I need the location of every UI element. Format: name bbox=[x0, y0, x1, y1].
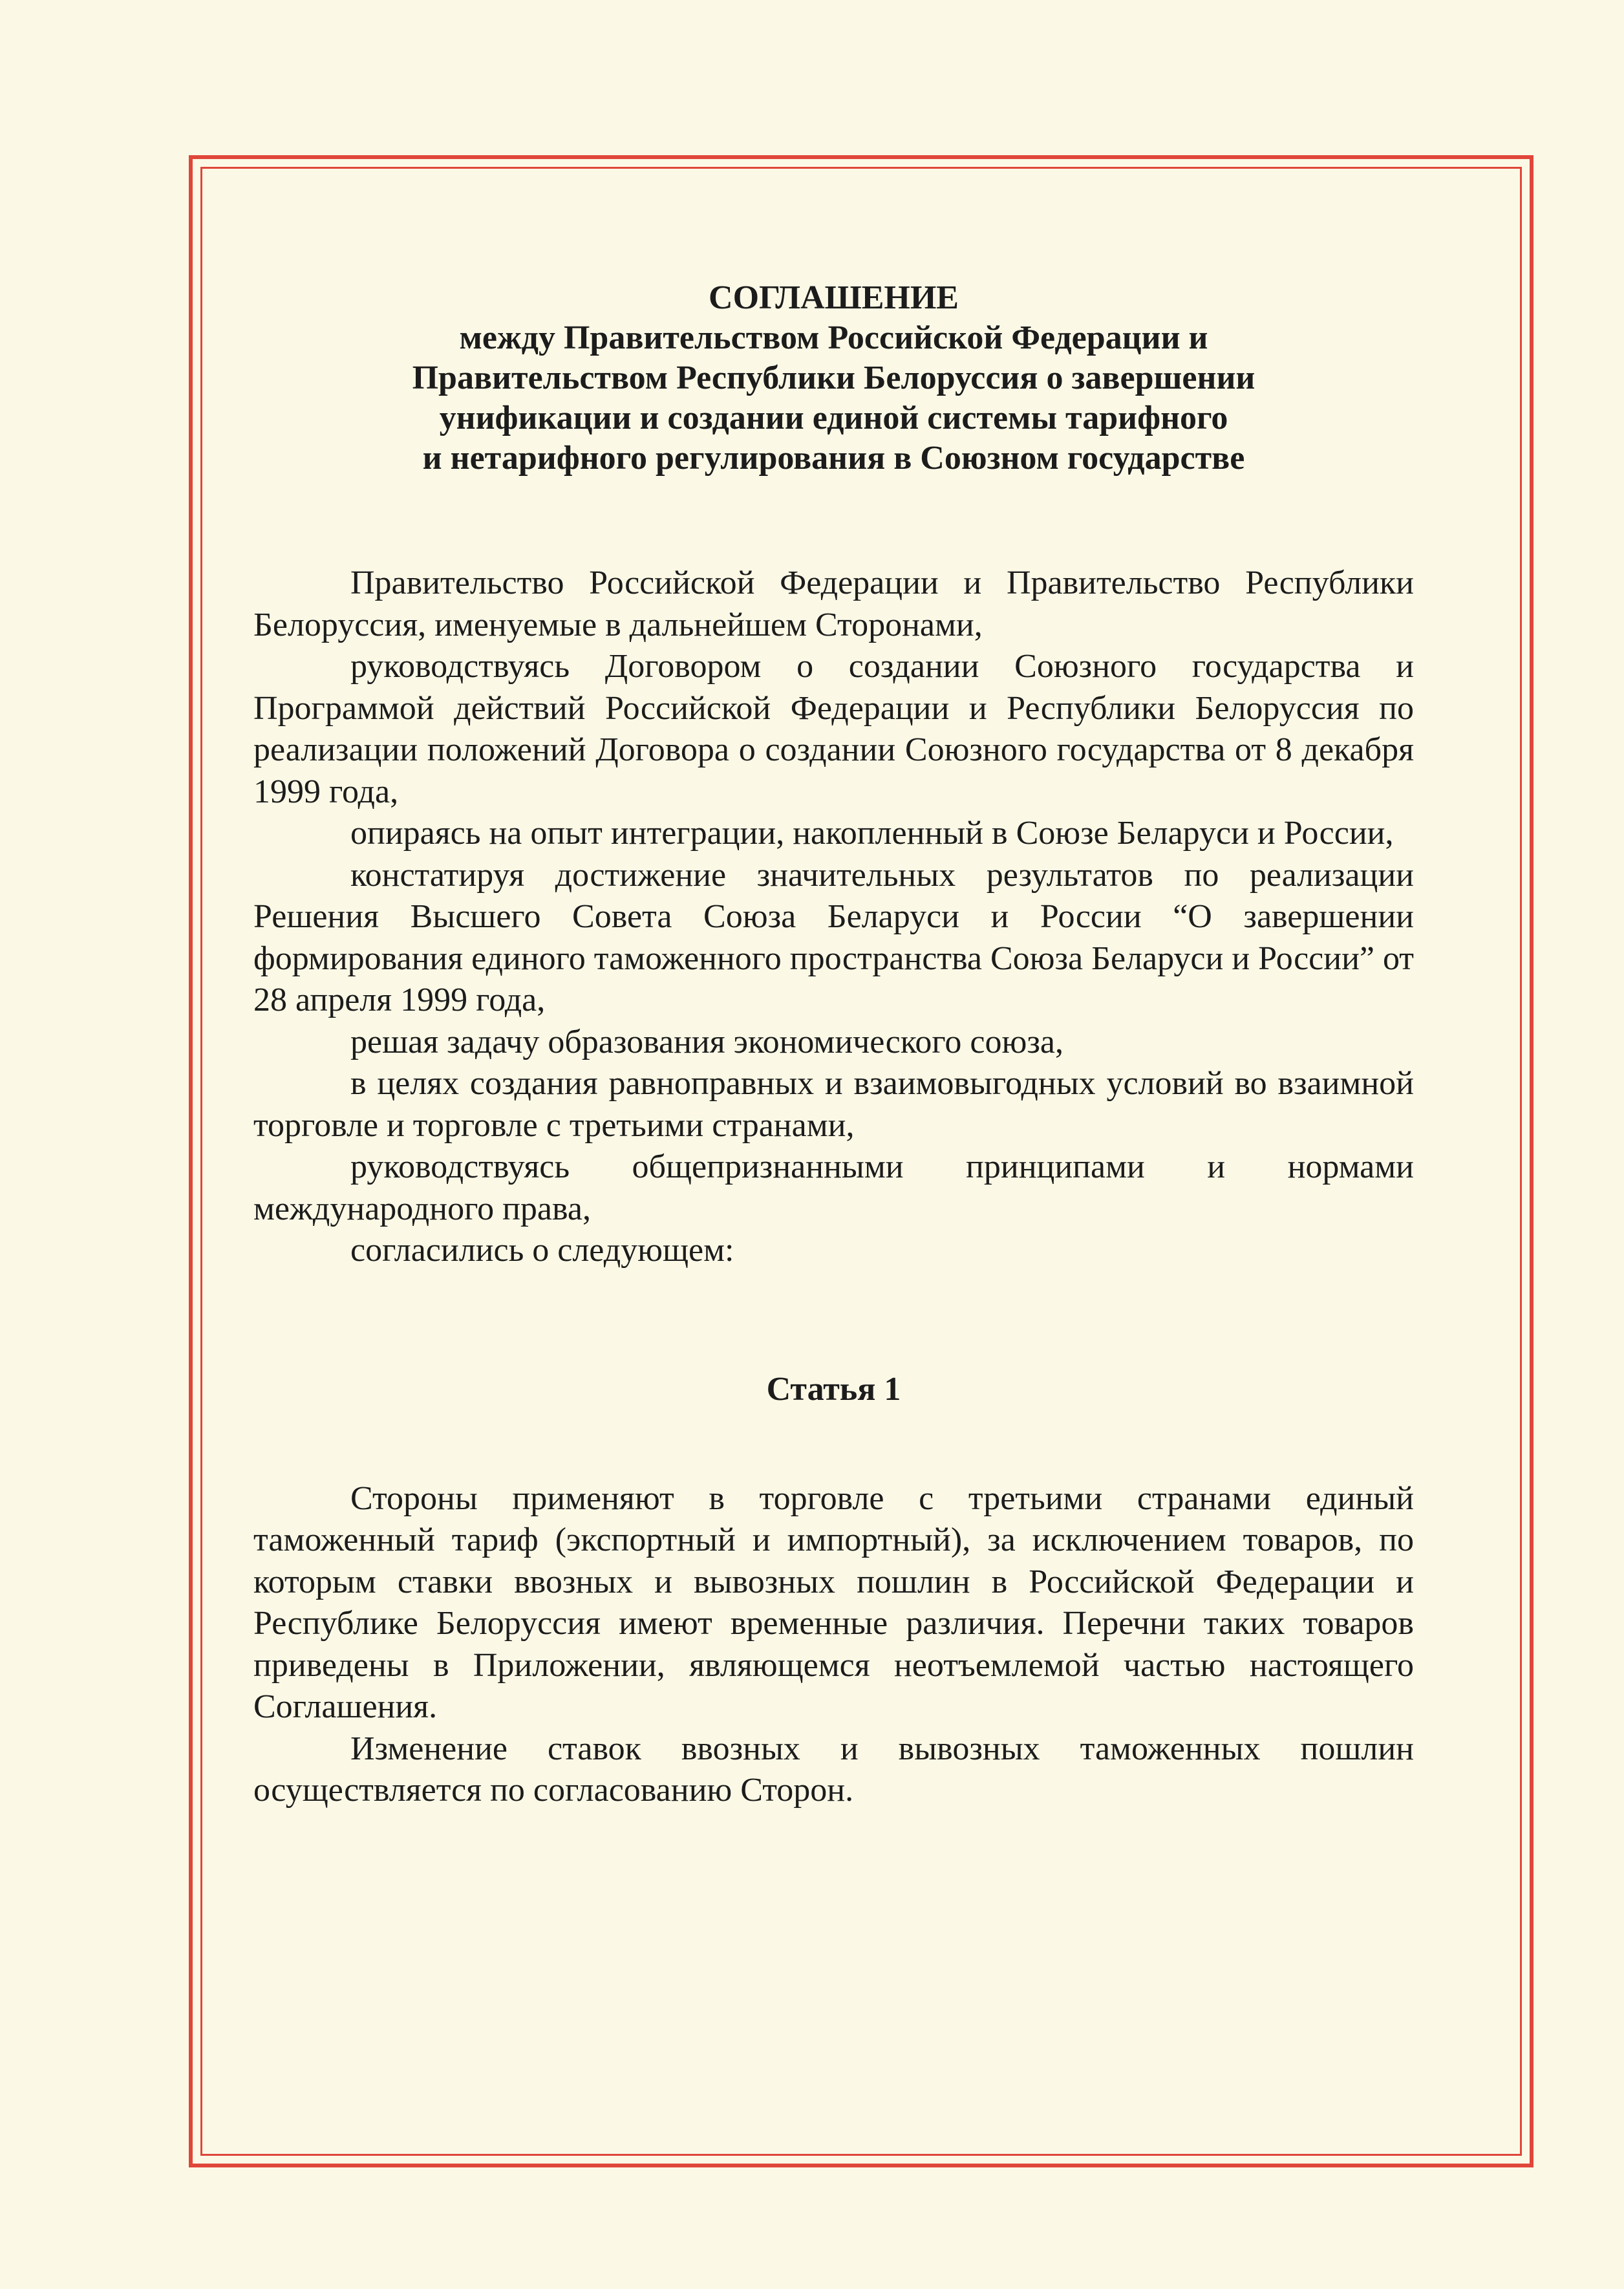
preamble-paragraph: в целях создания равноправных и взаимовыгодных условий во взаимной торговле и торговле с третьими странами, bbox=[253, 1065, 1414, 1144]
preamble-paragraph: опираясь на опыт интеграции, накопленный в Союзе Беларуси и России, bbox=[350, 815, 1394, 852]
title-line: между Правительством Российской Федерации и bbox=[459, 319, 1208, 356]
spacer bbox=[253, 478, 1414, 563]
preamble-paragraph: руководствуясь Договором о создании Союзного государства и Программой действий Российской Федерации и Республики Белоруссия по реализации положений Договора о создании Союзного государства от 8 декабря 1999 года, bbox=[253, 648, 1414, 810]
preamble-paragraph: решая задачу образования экономического союза, bbox=[350, 1023, 1063, 1060]
preamble bbox=[253, 563, 1414, 1272]
title-line: унификации и создании единой системы тарифного bbox=[439, 400, 1228, 436]
article-1 bbox=[253, 1369, 1414, 1812]
preamble-paragraph: руководствуясь общепризнанными принципами и нормами международного права, bbox=[253, 1148, 1414, 1227]
document-title bbox=[253, 278, 1414, 478]
article-paragraph: Стороны применяют в торговле с третьими странами единый таможенный тариф (экспортный и импортный), за исключением товаров, по которым ставки ввозных и вывозных пошлин в Российской Федерации и Республике Белоруссия имеют временные различия. Перечни таких товаров приведены в Приложении, являющемся неотъемлемой частью настоящего Соглашения. bbox=[253, 1479, 1414, 1725]
title-line: и нетарифного регулирования в Союзном государстве bbox=[422, 440, 1245, 477]
preamble-paragraph: констатируя достижение значительных результатов по реализации Решения Высшего Совета Союза Беларуси и России “О завершении формирования единого таможенного пространства Союза Беларуси и России” от 28 апреля 1999 года, bbox=[253, 856, 1415, 1018]
spacer bbox=[253, 1410, 1414, 1478]
title-line: СОГЛАШЕНИЕ bbox=[709, 279, 959, 316]
article-paragraph: Изменение ставок ввозных и вывозных таможенных пошлин осуществляется по согласованию Сторон. bbox=[253, 1730, 1414, 1809]
title-line: Правительством Республики Белоруссия о завершении bbox=[412, 360, 1255, 396]
preamble-paragraph: согласились о следующем: bbox=[350, 1232, 734, 1269]
preamble-paragraph: Правительство Российской Федерации и Правительство Республики Белоруссия, именуемые в дальнейшем Сторонами, bbox=[253, 564, 1414, 643]
document-body bbox=[253, 278, 1414, 1812]
article-title: Статья 1 bbox=[766, 1370, 901, 1408]
